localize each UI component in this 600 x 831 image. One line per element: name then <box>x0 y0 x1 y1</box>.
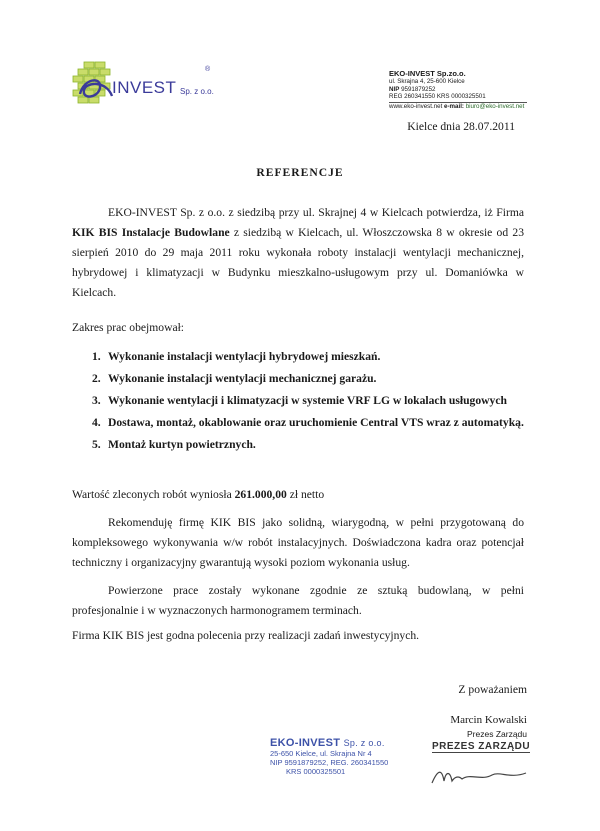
president-stamp: PREZES ZARZĄDU <box>432 741 531 752</box>
list-item: 4. Dostawa, montaż, okablowanie oraz uruchomienie Central VTS wraz z automatyką. <box>92 416 524 429</box>
stamp-line <box>432 752 530 753</box>
stamp-name: EKO-INVEST Sp. z o.o. <box>270 737 385 749</box>
list-item: 5. Montaż kurtyn powietrznych. <box>92 438 256 451</box>
letterhead-info <box>389 69 529 110</box>
letter-heading: REFERENCJE <box>256 166 344 179</box>
logo-wordmark: INVEST <box>112 78 177 97</box>
list-item: 2. Wykonanie instalacji wentylacji mechanicznej garażu. <box>92 372 377 385</box>
contract-value: Wartość zleconych robót wyniosła 261.000,00 zł netto <box>72 488 325 501</box>
intro-paragraph: EKO-INVEST Sp. z o.o. z siedzibą przy ul. Skrajnej 4 w Kielcach potwierdza, iż Firma KIK BIS Instalacje Budowlane z siedzibą w Kielcach, ul. Włoszczowska 8 w okresie od 23 sierpień 2010 do 29 maja 2011 roku wykonała roboty instalacji wentylacji mechanicznej, hybrydowej i klimatyzacji w Budynku mieszkalno-usługowym przy ul. Domaniówka w Kielcach. <box>72 206 524 299</box>
completion-paragraph: Powierzone prace zostały wykonane zgodnie ze sztuką budowlaną, w pełni profesjonalnie i w wyznaczonych harmonogramem terminach. <box>72 584 524 617</box>
scope-label: Zakres prac obejmował: <box>72 321 185 334</box>
letterhead-reg: REG 260341550 KRS 0000325501 <box>389 93 486 101</box>
stamp-krs: KRS 0000325501 <box>286 767 346 776</box>
letterhead-company: EKO-INVEST Sp.zo.o. <box>389 69 466 78</box>
letter-date: Kielce dnia 28.07.2011 <box>407 120 515 133</box>
letterhead-contact: www.eko-invest.net e-mail: biuro@eko-invest.net <box>389 102 525 110</box>
letterhead-address: ul. Skrajna 4, 25-600 Kielce <box>389 78 465 85</box>
brick-wall-logo-icon <box>72 60 114 106</box>
registered-mark: ® <box>205 66 211 73</box>
recommendation-paragraph: Rekomenduję firmę KIK BIS jako solidną, wiarygodną, w pełni przygotowaną do kompleksowego wykonywania w/w robót instalacyjnych. Doświadczona kadra oraz potencjał techniczny i organizacyjny gwarantują wysoki poziom wykonania usług. <box>72 516 524 569</box>
task-list <box>72 348 524 458</box>
list-item: 3. Wykonanie wentylacji i klimatyzacji w systemie VRF LG w lokalach usługowych <box>92 394 507 407</box>
stamp-nip: NIP 9591879252, REG. 260341550 <box>270 758 389 767</box>
closing: Z poważaniem <box>458 683 527 696</box>
letterhead-nip: NIP 9591879252 <box>389 85 436 93</box>
signer-name: Marcin Kowalski <box>450 714 527 726</box>
company-stamp <box>270 737 420 776</box>
company-logo <box>72 60 222 110</box>
handwritten-signature-icon <box>430 765 530 789</box>
logo-sp: Sp. z o.o. <box>180 87 214 96</box>
list-item: 1. Wykonanie instalacji wentylacji hybrydowej mieszkań. <box>92 350 381 363</box>
stamp-address: 25-650 Kielce, ul. Skrajna Nr 4 <box>270 749 372 758</box>
final-statement: Firma KIK BIS jest godna polecenia przy realizacji zadań inwestycyjnych. <box>72 629 420 642</box>
signer-title: Prezes Zarządu <box>467 729 527 739</box>
